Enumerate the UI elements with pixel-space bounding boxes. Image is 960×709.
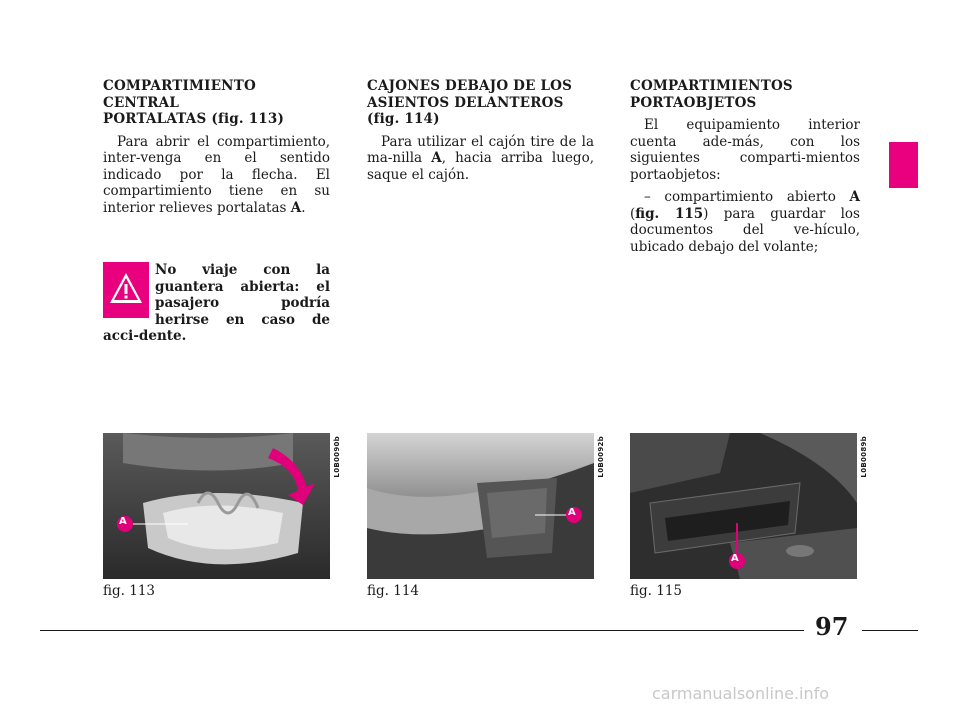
column-1	[103, 78, 330, 216]
warning-box	[103, 262, 330, 345]
figure-113-photo	[103, 433, 330, 579]
body-paragraph: Para abrir el compartimiento, inter-venga en el sentido indicado por la flecha. El compartimiento tiene en su interior relieves portalatas A.	[103, 133, 330, 216]
chapter-tab	[889, 142, 918, 188]
figure-114-photo	[367, 433, 594, 579]
figure-code: L0B0090b	[333, 436, 341, 478]
warning-text: No viaje con la guantera abierta: el pasajero podría herirse en caso de acci-dente.	[103, 262, 330, 344]
figure-code: L0B0092b	[597, 436, 605, 478]
section-heading: CAJONES DEBAJO DE LOS ASIENTOS DELANTEROS (fig. 114)	[367, 78, 573, 127]
figure-caption: fig. 113	[103, 583, 155, 599]
figure-code: L0B0089b	[860, 436, 868, 478]
column-3	[630, 78, 860, 255]
figure-caption: fig. 114	[367, 583, 419, 599]
figure-label-a: A	[568, 507, 576, 518]
footer-rule	[40, 630, 804, 631]
section-heading: COMPARTIMIENTOS PORTAOBJETOS	[630, 78, 793, 111]
page-number: 97	[815, 612, 849, 641]
figure-label-a: A	[119, 516, 127, 527]
section-heading: COMPARTIMIENTO CENTRAL PORTALATAS (fig. 113)	[103, 78, 285, 127]
figure-ref: fig. 114	[373, 111, 434, 127]
body-paragraph: Para utilizar el cajón tire de la ma-nilla A, hacia arriba luego, saque el cajón.	[367, 133, 594, 183]
watermark: carmanualsonline.info	[652, 684, 830, 703]
footer-rule	[862, 630, 918, 631]
figure-caption: fig. 115	[630, 583, 682, 599]
column-2	[367, 78, 594, 183]
figure-ref: fig. 113	[217, 111, 278, 127]
figure-115-photo	[630, 433, 857, 579]
list-item: – compartimiento abierto A (fig. 115) para guardar los documentos del ve-hículo, ubicado debajo del volante;	[630, 189, 860, 255]
warning-icon	[103, 262, 149, 318]
body-paragraph: El equipamiento interior cuenta ade-más, con los siguientes comparti-mientos portaobjetos:	[630, 117, 860, 183]
figure-label-a: A	[731, 553, 739, 564]
